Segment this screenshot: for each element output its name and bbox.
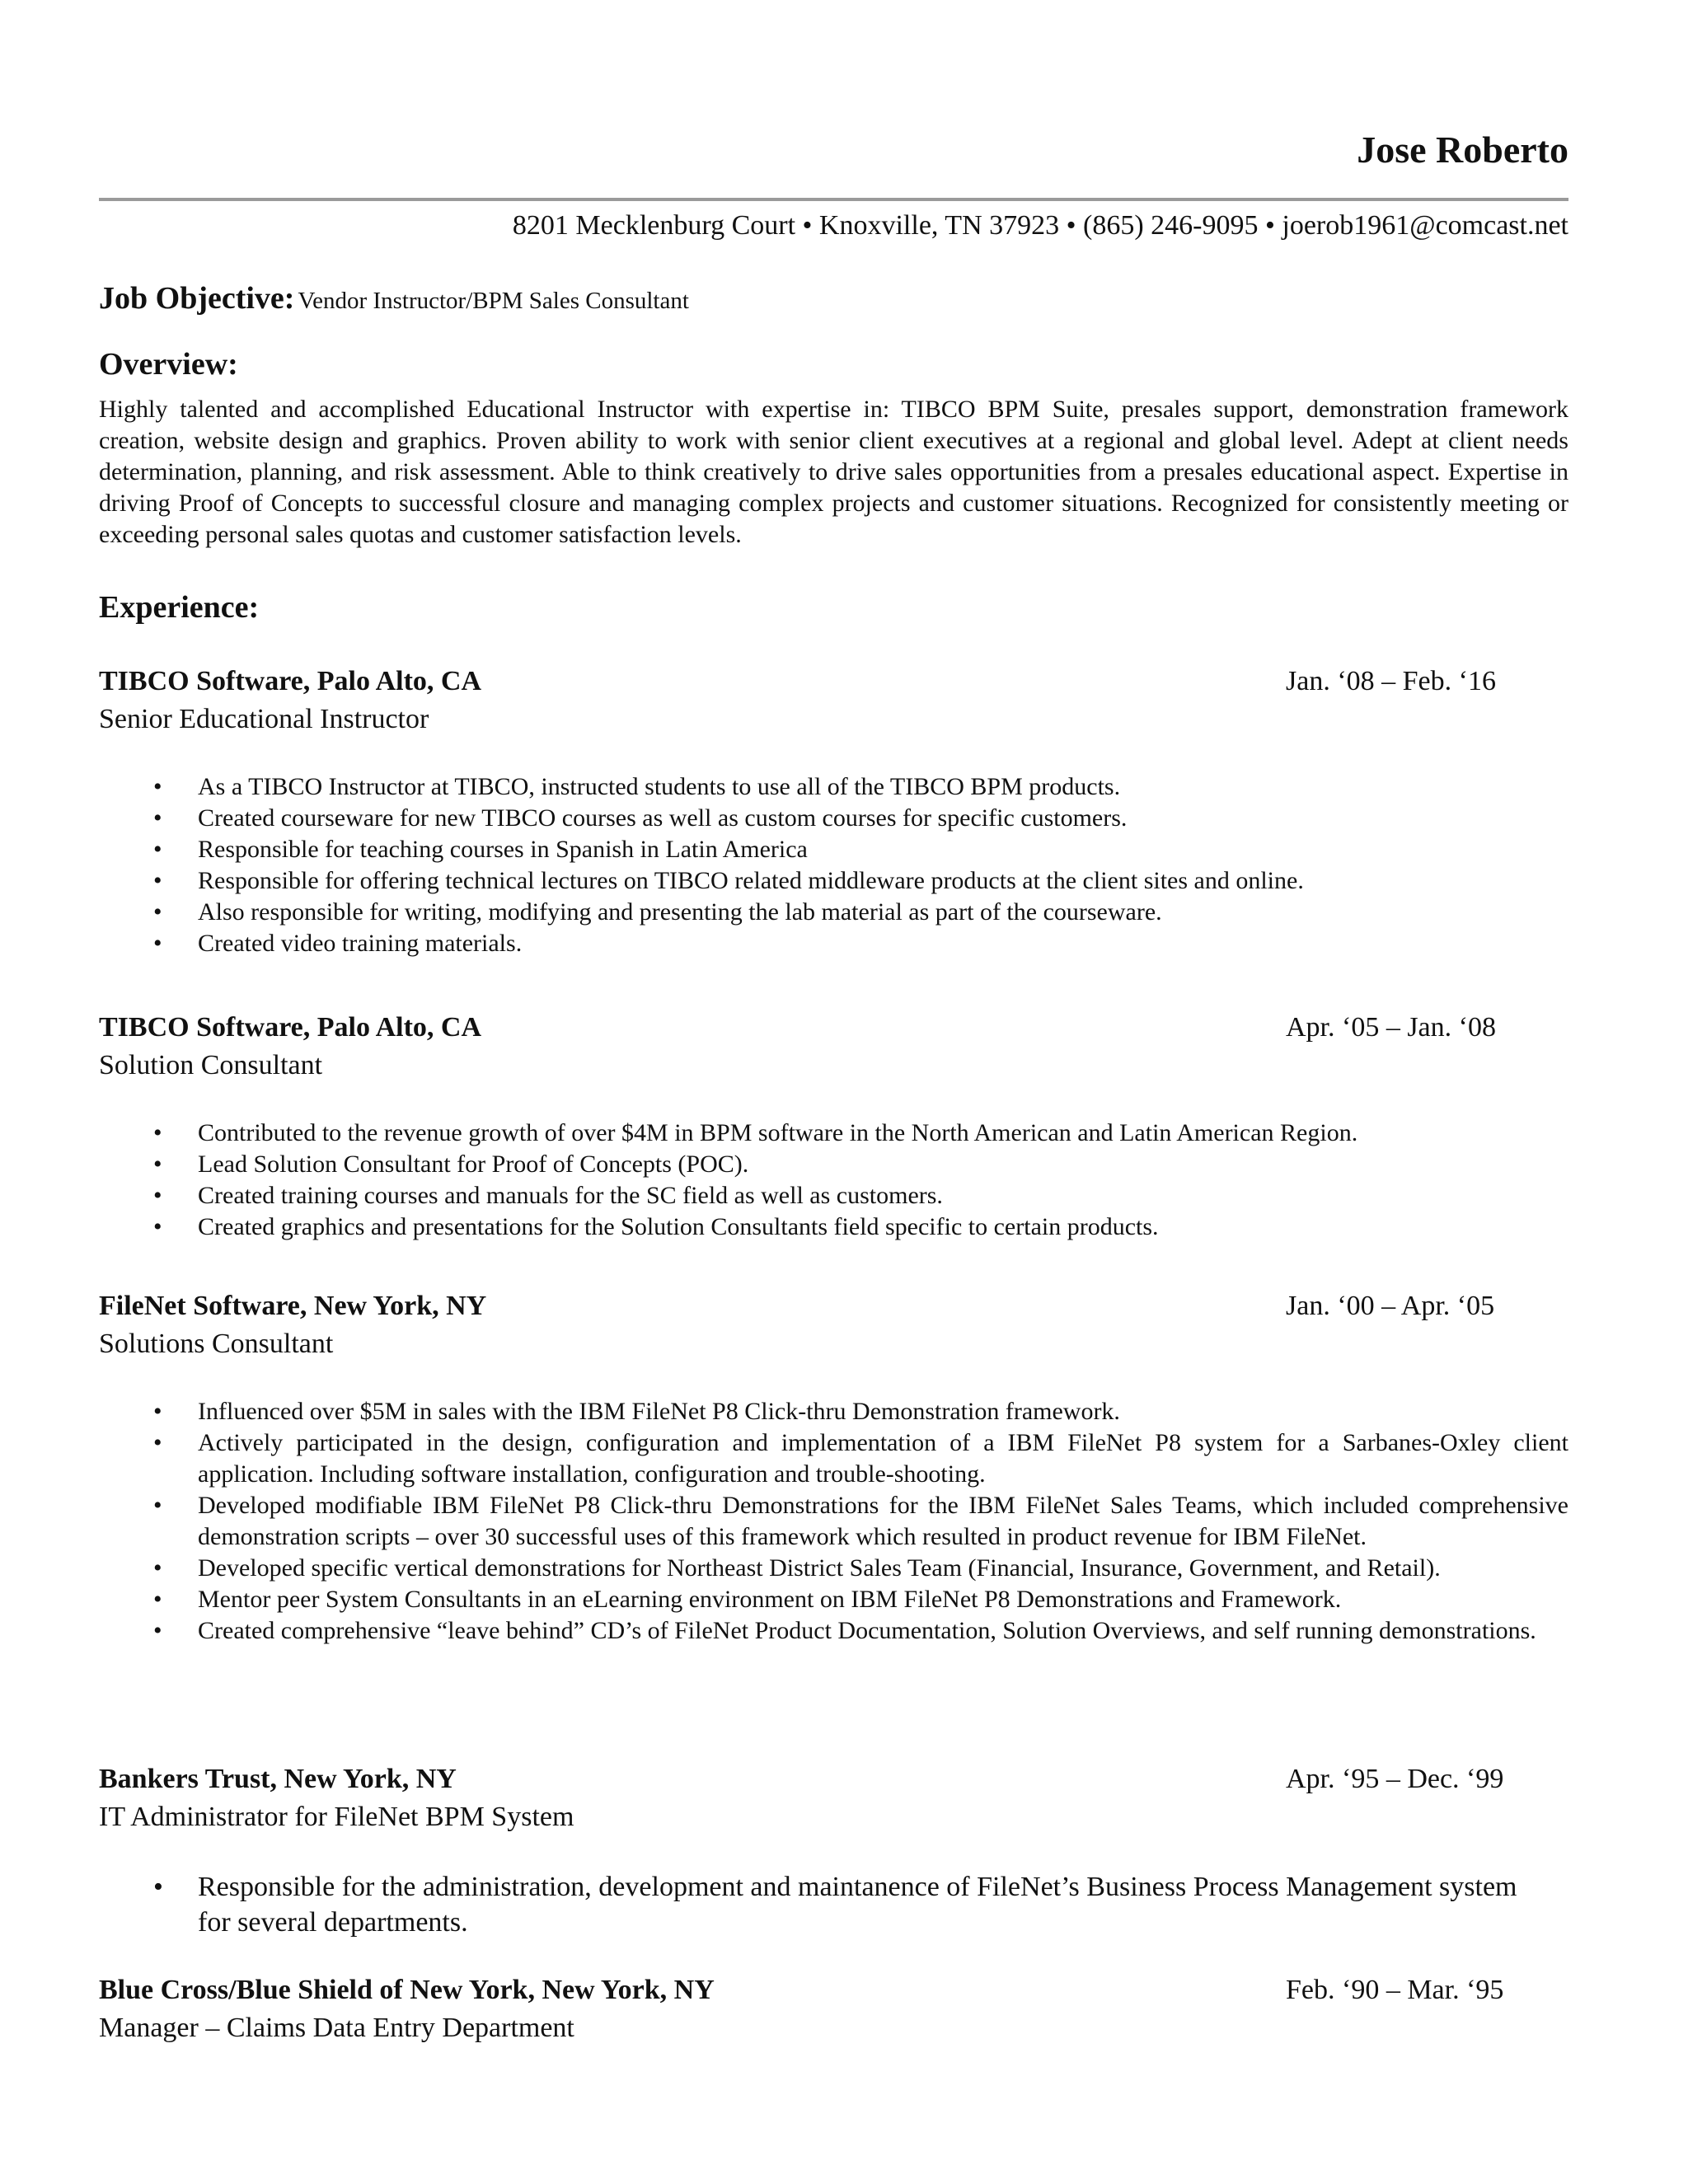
job-bullets: [99, 1396, 1568, 1647]
job-entry: [99, 1291, 1568, 1647]
job-header: [99, 1764, 1568, 1800]
bullet-text: Responsible for teaching courses in Spanish in Latin America: [198, 836, 808, 863]
employer: TIBCO Software, Palo Alto, CA: [99, 1012, 482, 1043]
job-bullet: [99, 1427, 1568, 1490]
bullet-marker: •: [153, 1151, 162, 1178]
bullet-marker: •: [153, 1872, 163, 1902]
bullet-text: Developed specific vertical demonstrations for Northeast District Sales Team (Financial, Insurance, Government, and Retail).: [198, 1554, 1441, 1582]
job-bullet: [99, 1584, 1568, 1615]
bullet-marker: •: [153, 1554, 162, 1582]
employer: Bankers Trust, New York, NY: [99, 1764, 457, 1794]
job-title: Solutions Consultant: [99, 1329, 334, 1359]
bullet-text: Contributed to the revenue growth of over $4M in BPM software in the North American and Latin American Region.: [198, 1119, 1358, 1146]
job-entry: [99, 1975, 1568, 2046]
bullet-text: Created training courses and manuals for the SC field as well as customers.: [198, 1182, 943, 1209]
job-dates: Apr. ‘95 – Dec. ‘99: [1286, 1764, 1504, 1794]
job-objective-label: Job Objective:: [99, 281, 295, 316]
bullet-text: Developed modifiable IBM FileNet P8 Click-thru Demonstrations for the IBM FileNet Sales Teams, which included comprehensive demonstration scripts – over 30 successful uses of this framework which resulted in product revenue for IBM FileNet.: [198, 1492, 1568, 1550]
job-bullet: [99, 1149, 1568, 1180]
bullet-text: Lead Solution Consultant for Proof of Concepts (POC).: [198, 1151, 749, 1178]
bullet-marker: •: [153, 1182, 162, 1209]
job-title: Manager – Claims Data Entry Department: [99, 2013, 574, 2043]
job-bullet: [99, 1118, 1568, 1149]
job-header: [99, 1012, 1568, 1048]
job-bullets: [99, 771, 1568, 959]
bullet-text: Created graphics and presentations for the Solution Consultants field specific to certain products.: [198, 1213, 1159, 1240]
job-bullets: [99, 1118, 1568, 1243]
job-bullet: [99, 1553, 1568, 1584]
employer: TIBCO Software, Palo Alto, CA: [99, 666, 482, 696]
bullet-text: Created courseware for new TIBCO courses as well as custom courses for specific customers.: [198, 804, 1128, 832]
bullet-marker: •: [153, 1429, 162, 1456]
job-bullets: [99, 1869, 1533, 1940]
overview-heading: Overview:: [99, 347, 238, 382]
job-bullet: [99, 771, 1568, 803]
bullet-text: Mentor peer System Consultants in an eLearning environment on IBM FileNet P8 Demonstrations and Framework.: [198, 1586, 1342, 1613]
job-title: Senior Educational Instructor: [99, 704, 429, 734]
bullet-marker: •: [153, 804, 162, 832]
contact-line: 8201 Mecklenburg Court • Knoxville, TN 37923 • (865) 246-9095 • joerob1961@comcast.net: [512, 210, 1568, 241]
experience-heading: Experience:: [99, 590, 260, 625]
job-entry: [99, 1764, 1568, 1940]
job-bullet: [99, 1869, 1533, 1940]
bullet-marker: •: [153, 773, 162, 800]
job-dates: Feb. ‘90 – Mar. ‘95: [1286, 1975, 1504, 2005]
job-dates: Jan. ‘08 – Feb. ‘16: [1286, 666, 1496, 696]
bullet-text: Created video training materials.: [198, 930, 523, 957]
job-entry: [99, 1012, 1568, 1243]
bullet-marker: •: [153, 1617, 162, 1644]
bullet-text: Responsible for the administration, development and maintanence of FileNet’s Business Process Management system for several departments.: [198, 1872, 1517, 1938]
job-header: [99, 1291, 1568, 1327]
bullet-marker: •: [153, 1586, 162, 1613]
bullet-marker: •: [153, 930, 162, 957]
job-entry: [99, 666, 1568, 959]
job-bullet: [99, 1490, 1568, 1553]
header-divider: [99, 198, 1568, 201]
job-bullet: [99, 1180, 1568, 1212]
bullet-text: Influenced over $5M in sales with the IBM FileNet P8 Click-thru Demonstration framework.: [198, 1398, 1120, 1425]
bullet-text: Also responsible for writing, modifying and presenting the lab material as part of the courseware.: [198, 898, 1162, 926]
bullet-marker: •: [153, 1492, 162, 1519]
job-bullet: [99, 1615, 1568, 1647]
bullet-marker: •: [153, 867, 162, 894]
job-title: Solution Consultant: [99, 1050, 323, 1080]
job-bullet: [99, 834, 1568, 865]
employer: FileNet Software, New York, NY: [99, 1291, 487, 1321]
job-bullet: [99, 1212, 1568, 1243]
job-objective-value: Vendor Instructor/BPM Sales Consultant: [298, 288, 689, 314]
bullet-marker: •: [153, 898, 162, 926]
bullet-marker: •: [153, 1213, 162, 1240]
bullet-text: Created comprehensive “leave behind” CD’s of FileNet Product Documentation, Solution Overviews, and self running demonstrations.: [198, 1617, 1536, 1644]
bullet-text: Responsible for offering technical lectures on TIBCO related middleware products at the client sites and online.: [198, 867, 1304, 894]
job-header: [99, 666, 1568, 702]
employer: Blue Cross/Blue Shield of New York, New York, NY: [99, 1975, 715, 2005]
job-bullet: [99, 803, 1568, 834]
candidate-name: Jose Roberto: [1357, 129, 1568, 171]
job-bullet: [99, 865, 1568, 897]
job-bullet: [99, 928, 1568, 959]
bullet-text: As a TIBCO Instructor at TIBCO, instructed students to use all of the TIBCO BPM products.: [198, 773, 1121, 800]
bullet-text: Actively participated in the design, configuration and implementation of a IBM FileNet P8 system for a Sarbanes-Oxley client application. Including software installation, configuration and trouble-shooting.: [198, 1429, 1568, 1488]
job-header: [99, 1975, 1568, 2011]
job-dates: Apr. ‘05 – Jan. ‘08: [1286, 1012, 1496, 1043]
overview-text: Highly talented and accomplished Educational Instructor with expertise in: TIBCO BPM Suite, presales support, demonstration framework creation, website design and graphics. Proven ability to work with senior client executives at a regional and global level. Adept at client needs determination, planning, and risk assessment. Able to think creatively to drive sales opportunities from a presales educational aspect. Expertise in driving Proof of Concepts to successful closure and managing complex projects and customer situations. Recognized for consistently meeting or exceeding personal sales quotas and customer satisfaction levels.: [99, 396, 1568, 548]
job-bullet: [99, 897, 1568, 928]
job-objective: [99, 280, 689, 316]
job-dates: Jan. ‘00 – Apr. ‘05: [1286, 1291, 1495, 1321]
job-bullet: [99, 1396, 1568, 1427]
job-title: IT Administrator for FileNet BPM System: [99, 1802, 574, 1832]
bullet-marker: •: [153, 1398, 162, 1425]
bullet-marker: •: [153, 836, 162, 863]
bullet-marker: •: [153, 1119, 162, 1146]
